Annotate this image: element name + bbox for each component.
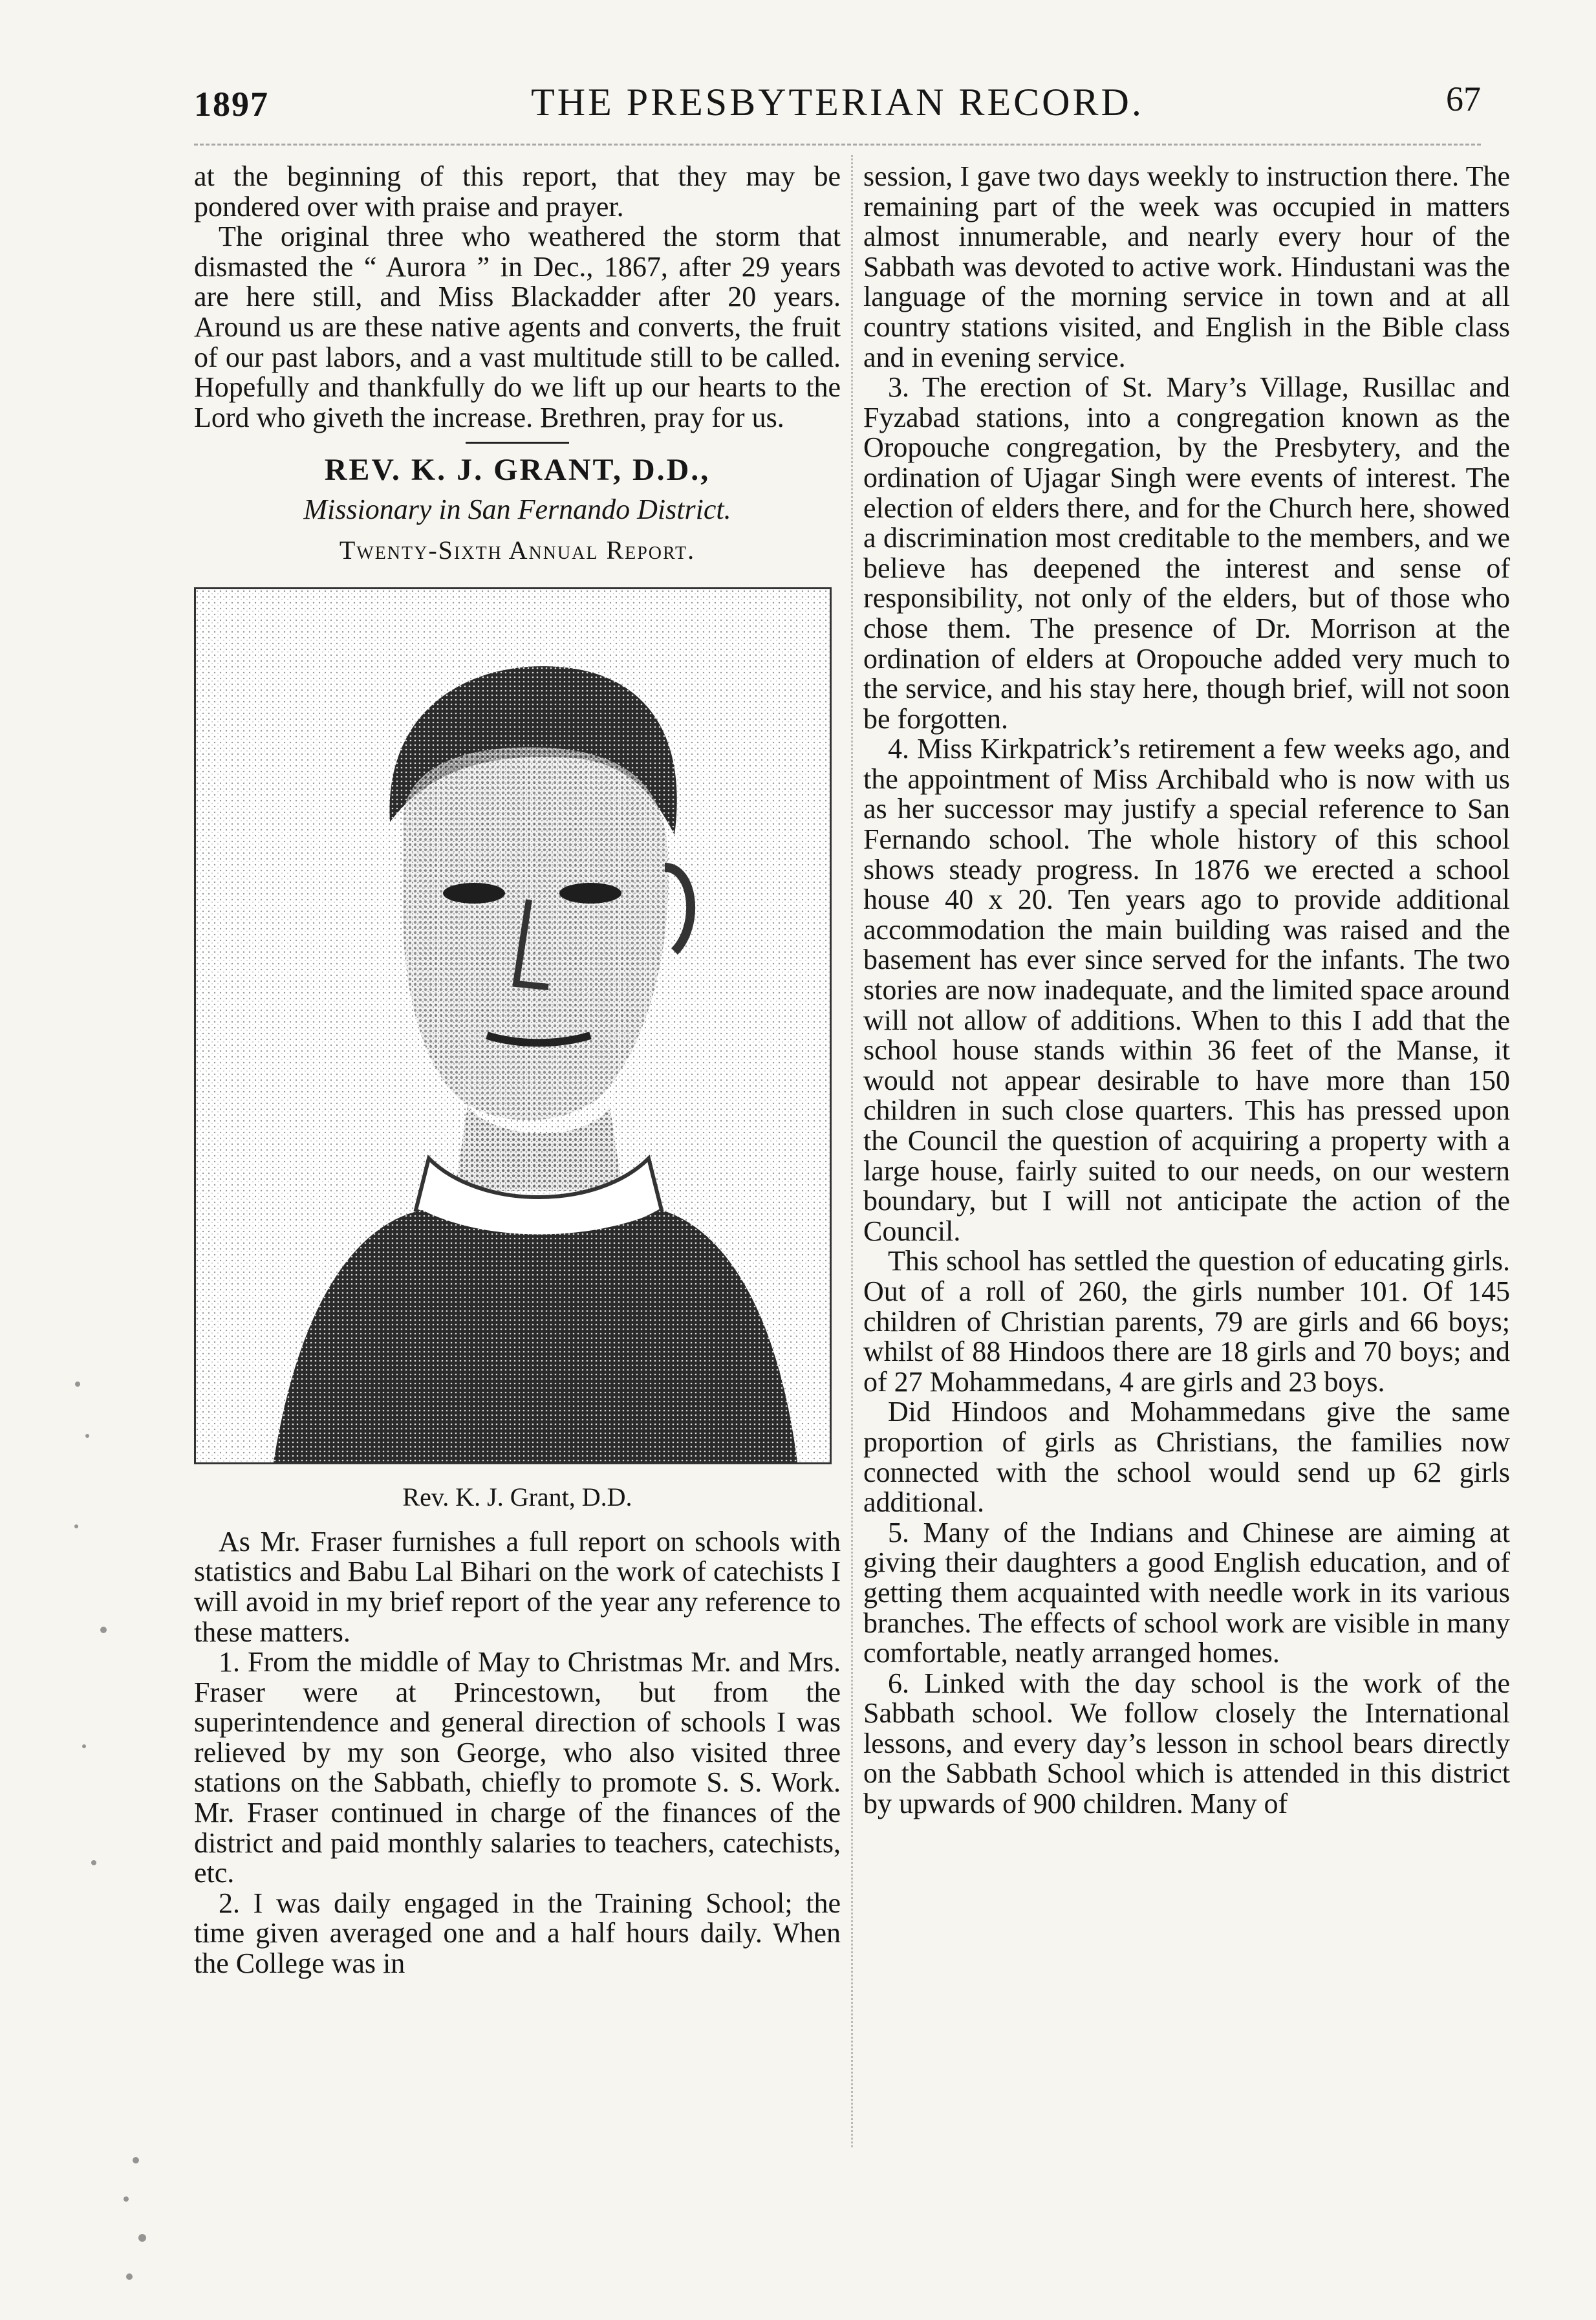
header-title: THE PRESBYTERIAN RECORD. bbox=[531, 81, 1144, 124]
portrait-photo bbox=[194, 587, 832, 1464]
paragraph-2-start: 2. I was daily engaged in the Training School; the time given averaged one and a half hours daily. When the College was in bbox=[194, 1887, 841, 1980]
portrait-caption: Rev. K. J. Grant, D.D. bbox=[402, 1482, 632, 1512]
column-divider bbox=[851, 155, 853, 2147]
paragraph-3: 3. The erection of St. Mary’s Village, Rusillac and Fyzabad stations, into a congregation known as the Oropouche congregation, by the Presbytery, and the ordination of Ujagar Singh were events of interest. The election of elders there, and for the Church here, showed a discrimination most creditable to the members, and we believe has deepened the interest and sense of responsibility, not only of the elders, but of those who chose them. The presence of Dr. Morrison at the ordination of elders at Oropouche added very much to the service, and his stay here, though brief, will not soon be forgotten. bbox=[863, 371, 1510, 735]
article-heading bbox=[194, 455, 841, 565]
paragraph-6: 6. Linked with the day school is the work of the Sabbath school. We follow closely the International lessons, and every day’s lesson in school bears directly on the Sabbath School which is attended in this district by upwards of 900 children. Many of bbox=[863, 1667, 1510, 1820]
intro-paragraph: at the beginning of this report, that they may be pondered over with praise and prayer. bbox=[194, 160, 841, 222]
fraser-paragraph: As Mr. Fraser furnishes a full report on schools with statistics and Babu Lal Bihari on the work of catechists I will avoid in my brief report of the year any reference to these matters. bbox=[194, 1525, 841, 1648]
portrait-image bbox=[196, 589, 830, 1462]
article-report-label: Twenty-Sixth Annual Report. bbox=[339, 535, 696, 565]
page-header bbox=[194, 71, 1481, 129]
header-page-number: 67 bbox=[1446, 80, 1481, 118]
paragraph-4: 4. Miss Kirkpatrick’s retirement a few weeks ago, and the appointment of Miss Archibald who is now with us as her successor may justify a special reference to San Fernando school. The whole history of this school shows steady progress. In 1876 we erected a school house 40 x 20. Ten years ago to provide additional accommodation the main building was raised and the basement has ever since served for the infants. The two stories are now inadequate, and the limited space around will not allow of additions. When to this I add that the school house stands within 36 feet of the Manse, it would not appear desirable to have more than 150 children in such close quarters. This has pressed upon the Council the question of acquiring a property with a large house, fairly suited to our needs, on our western boundary, but I will not anticipate the action of the Council. bbox=[863, 733, 1510, 1247]
header-rule bbox=[194, 144, 1481, 146]
original-three-paragraph: The original three who weathered the storm that dismasted the “ Aurora ” in Dec., 1867, after 29 years are here still, and Miss Blackadder after 20 years. Around us are these native agents and converts, the fruit of our past labors, and a vast multitude still to be called. Hopefully and thankfully do we lift up our hearts to the Lord who giveth the increase. Brethren, pray for us. bbox=[194, 221, 841, 433]
scan-edge-marks bbox=[65, 1358, 155, 2315]
paragraph-2-continued: session, I gave two days weekly to instruction there. The remaining part of the week was occupied in matters almost innumerable, and nearly every hour of the Sabbath was devoted to active work. Hindustani was the language of the morning service in town and at all country stations visited, and English in the Bible class and in evening service. bbox=[863, 160, 1510, 373]
header-year: 1897 bbox=[194, 85, 269, 124]
article-subtitle: Missionary in San Fernando District. bbox=[303, 493, 731, 525]
girls-education-paragraph: This school has settled the question of educating girls. Out of a roll of 260, the girls number 101. Of 145 children of Christian parents, 79 are girls and 66 boys; whilst of 88 Hindoos there are 18 girls and 70 boys; and of 27 Mohammedans, 4 are girls and 23 boys. bbox=[863, 1245, 1510, 1398]
paragraph-1: 1. From the middle of May to Christmas Mr. and Mrs. Fraser were at Princestown, but from the superintendence and general direction of schools I was relieved by my son George, who also visited three stations on the Sabbath, chiefly to promote S. S. Work. Mr. Fraser continued in charge of the finances of the district and paid monthly salaries to teachers, catechists, etc. bbox=[194, 1646, 841, 1889]
section-divider bbox=[466, 442, 569, 444]
proportion-paragraph: Did Hindoos and Mohammedans give the same proportion of girls as Christians, the families now connected with the school would send up 62 girls additional. bbox=[863, 1396, 1510, 1519]
article-title: REV. K. J. GRANT, D.D., bbox=[324, 453, 711, 488]
paragraph-5: 5. Many of the Indians and Chinese are aiming at giving their daughters a good English education, and of getting them acquainted with needle work in its various branches. The effects of school work are visible in many comfortable, neatly arranged homes. bbox=[863, 1516, 1510, 1669]
right-column bbox=[863, 162, 1510, 1819]
left-column bbox=[194, 162, 841, 1979]
